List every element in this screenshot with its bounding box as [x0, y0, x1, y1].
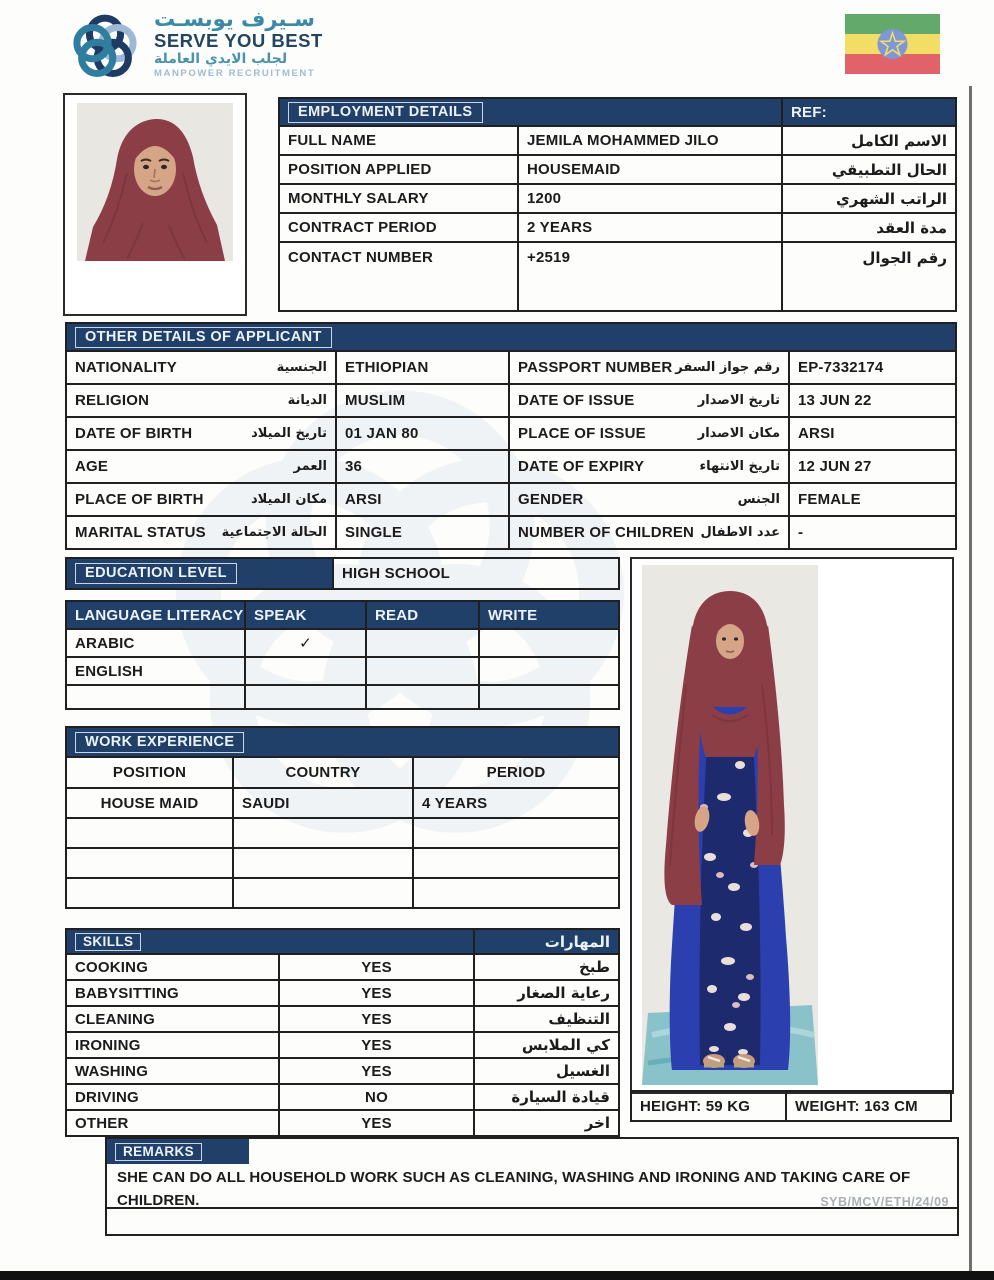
work-experience-header-row [66, 727, 619, 757]
other-details-table [65, 322, 957, 550]
position-cell [66, 818, 233, 848]
field-label: PASSPORT NUMBER رقم جواز السفر [509, 351, 789, 384]
position-cell: HOUSE MAID [66, 788, 233, 818]
skill-value: YES [279, 1058, 474, 1084]
skill-name: CLEANING [66, 1006, 279, 1032]
education-label-cell [66, 558, 333, 589]
field-value: MUSLIM [336, 384, 509, 417]
field-value: 1200 [518, 184, 782, 213]
speak-checkmark: ✓ [245, 629, 366, 657]
employment-title: EMPLOYMENT DETAILS [288, 102, 483, 123]
table-row [66, 558, 619, 589]
table-row [66, 450, 956, 483]
skill-name-arabic: التنظيف [474, 1006, 619, 1032]
company-logo [66, 8, 323, 86]
field-value: ARSI [789, 417, 956, 450]
language-name: ENGLISH [66, 657, 245, 685]
skill-value: YES [279, 1110, 474, 1136]
company-logo-icon [66, 8, 144, 86]
skill-name-arabic: الغسيل [474, 1058, 619, 1084]
other-details-title: OTHER DETAILS OF APPLICANT [75, 327, 332, 348]
logo-arabic-name: سـيرف يوبسـت [154, 7, 315, 31]
field-label: MARITAL STATUS الحالة الاجتماعية [66, 516, 336, 549]
document-code: SYB/MCV/ETH/24/09 [820, 1195, 949, 1209]
table-row [66, 1084, 619, 1110]
language-name: ARABIC [66, 629, 245, 657]
table-row [66, 685, 619, 709]
education-table [65, 557, 620, 590]
table-row [66, 384, 956, 417]
skills-header-cell [66, 929, 474, 954]
field-value: EP-7332174 [789, 351, 956, 384]
position-cell [66, 878, 233, 908]
remarks-title: REMARKS [115, 1143, 202, 1161]
height-cell: HEIGHT: 59 KG [631, 1091, 786, 1121]
applicant-fullbody-photo [642, 565, 818, 1085]
other-details-header-cell [66, 323, 956, 351]
field-label: DATE OF ISSUE تاريخ الاصدار [509, 384, 789, 417]
field-label: NATIONALITY الجنسية [66, 351, 336, 384]
ref-label: REF: [782, 98, 956, 126]
table-row [66, 1032, 619, 1058]
field-label: FULL NAME [279, 126, 518, 155]
country-cell [233, 878, 413, 908]
table-row [66, 629, 619, 657]
skill-name-arabic: كي الملابس [474, 1032, 619, 1058]
table-row [279, 184, 956, 213]
country-cell [233, 818, 413, 848]
period-cell [413, 878, 619, 908]
employment-header-cell [279, 98, 782, 126]
table-row [66, 848, 619, 878]
language-name [66, 685, 245, 709]
field-value: - [789, 516, 956, 549]
field-value: 2 YEARS [518, 213, 782, 242]
table-row [66, 516, 956, 549]
skill-value: YES [279, 1006, 474, 1032]
field-value: 13 JUN 22 [789, 384, 956, 417]
weight-cell: WEIGHT: 163 CM [786, 1091, 951, 1121]
table-row [279, 155, 956, 184]
field-label-arabic: الاسم الكامل [782, 126, 956, 155]
work-column-header-row [66, 757, 619, 788]
field-value: 36 [336, 450, 509, 483]
table-row [66, 351, 956, 384]
skill-name: DRIVING [66, 1084, 279, 1110]
country-cell [233, 848, 413, 878]
period-cell [413, 818, 619, 848]
position-cell [66, 848, 233, 878]
employment-header-row [279, 98, 956, 126]
skill-name-arabic: طبخ [474, 954, 619, 980]
field-value: HOUSEMAID [518, 155, 782, 184]
speak-cell [245, 685, 366, 709]
column-header: COUNTRY [233, 757, 413, 788]
scan-bottom-bar [0, 1271, 994, 1280]
read-cell [366, 685, 479, 709]
country-cell: SAUDI [233, 788, 413, 818]
skill-name: IRONING [66, 1032, 279, 1058]
language-header-row [66, 601, 619, 629]
field-label: PLACE OF ISSUE مكان الاصدار [509, 417, 789, 450]
ethiopia-flag-icon [845, 14, 940, 74]
table-row [631, 1091, 951, 1121]
logo-arabic-tagline: لجلب الايدي العاملة [154, 51, 288, 68]
field-label: GENDER الجنس [509, 483, 789, 516]
table-row [66, 954, 619, 980]
column-header: WRITE [479, 601, 619, 629]
skill-name: COOKING [66, 954, 279, 980]
skill-name: BABYSITTING [66, 980, 279, 1006]
skill-value: YES [279, 980, 474, 1006]
table-row [66, 980, 619, 1006]
education-label: EDUCATION LEVEL [75, 563, 237, 584]
table-row [279, 126, 956, 155]
field-value: SINGLE [336, 516, 509, 549]
language-literacy-table [65, 600, 620, 710]
field-value: 12 JUN 27 [789, 450, 956, 483]
remarks-text: SHE CAN DO ALL HOUSEHOLD WORK SUCH AS CLEANING, WASHING AND IRONING AND TAKING CARE OF CHILDREN. [117, 1169, 911, 1209]
field-value: ETHIOPIAN [336, 351, 509, 384]
field-value: 01 JAN 80 [336, 417, 509, 450]
field-label-arabic: الراتب الشهري [782, 184, 956, 213]
field-label: CONTACT NUMBER [279, 242, 518, 311]
education-value: HIGH SCHOOL [333, 558, 619, 589]
other-details-header-row [66, 323, 956, 351]
field-label: DATE OF BIRTH تاريخ الميلاد [66, 417, 336, 450]
field-label: MONTHLY SALARY [279, 184, 518, 213]
column-header: PERIOD [413, 757, 619, 788]
skill-value: YES [279, 1032, 474, 1058]
skill-name: OTHER [66, 1110, 279, 1136]
field-label: RELIGION الديانة [66, 384, 336, 417]
remarks-header [107, 1139, 249, 1164]
field-value: JEMILA MOHAMMED JILO [518, 126, 782, 155]
table-row [66, 1006, 619, 1032]
skill-name-arabic: رعاية الصغار [474, 980, 619, 1006]
field-label: POSITION APPLIED [279, 155, 518, 184]
field-label: CONTRACT PERIOD [279, 213, 518, 242]
work-experience-title: WORK EXPERIENCE [75, 732, 244, 753]
skill-name: WASHING [66, 1058, 279, 1084]
remarks-section [105, 1137, 959, 1236]
field-value: FEMALE [789, 483, 956, 516]
work-experience-header-cell [66, 727, 619, 757]
column-header: READ [366, 601, 479, 629]
scan-edge-line [969, 86, 972, 1272]
skills-title-arabic: المهارات [474, 929, 619, 954]
field-label-arabic: رقم الجوال [782, 242, 956, 311]
period-cell: 4 YEARS [413, 788, 619, 818]
skill-value: YES [279, 954, 474, 980]
table-row [66, 878, 619, 908]
applicant-fullbody-frame [630, 557, 954, 1094]
field-label-arabic: الحال التطبيقي [782, 155, 956, 184]
work-experience-table [65, 726, 620, 909]
skills-table [65, 928, 620, 1137]
skill-value: NO [279, 1084, 474, 1110]
logo-english-tagline: MANPOWER RECRUITMENT [154, 68, 316, 80]
table-row [66, 1058, 619, 1084]
table-row [66, 1110, 619, 1136]
skill-name-arabic: قيادة السيارة [474, 1084, 619, 1110]
skill-name-arabic: اخر [474, 1110, 619, 1136]
logo-english-name: SERVE YOU BEST [154, 30, 323, 52]
column-header: SPEAK [245, 601, 366, 629]
field-value: +2519 [518, 242, 782, 311]
applicant-portrait-photo [77, 103, 233, 261]
skills-header-row [66, 929, 619, 954]
field-label: DATE OF EXPIRY تاريخ الانتهاء [509, 450, 789, 483]
field-label: AGE العمر [66, 450, 336, 483]
biometrics-table [630, 1090, 952, 1122]
employment-table [278, 97, 957, 312]
read-cell [366, 629, 479, 657]
write-cell [479, 657, 619, 685]
table-row [279, 213, 956, 242]
table-row [66, 417, 956, 450]
applicant-portrait-frame [63, 93, 247, 316]
table-row [66, 788, 619, 818]
column-header: POSITION [66, 757, 233, 788]
speak-cell [245, 657, 366, 685]
table-row [279, 242, 956, 311]
table-row [66, 483, 956, 516]
read-cell [366, 657, 479, 685]
period-cell [413, 848, 619, 878]
write-cell [479, 685, 619, 709]
field-label: NUMBER OF CHILDREN عدد الاطفال [509, 516, 789, 549]
field-value: ARSI [336, 483, 509, 516]
column-header: LANGUAGE LITERACY [66, 601, 245, 629]
table-row [66, 818, 619, 848]
table-row [66, 657, 619, 685]
skills-title: SKILLS [75, 933, 141, 951]
field-label-arabic: مدة العقد [782, 213, 956, 242]
field-label: PLACE OF BIRTH مكان الميلاد [66, 483, 336, 516]
write-cell [479, 629, 619, 657]
